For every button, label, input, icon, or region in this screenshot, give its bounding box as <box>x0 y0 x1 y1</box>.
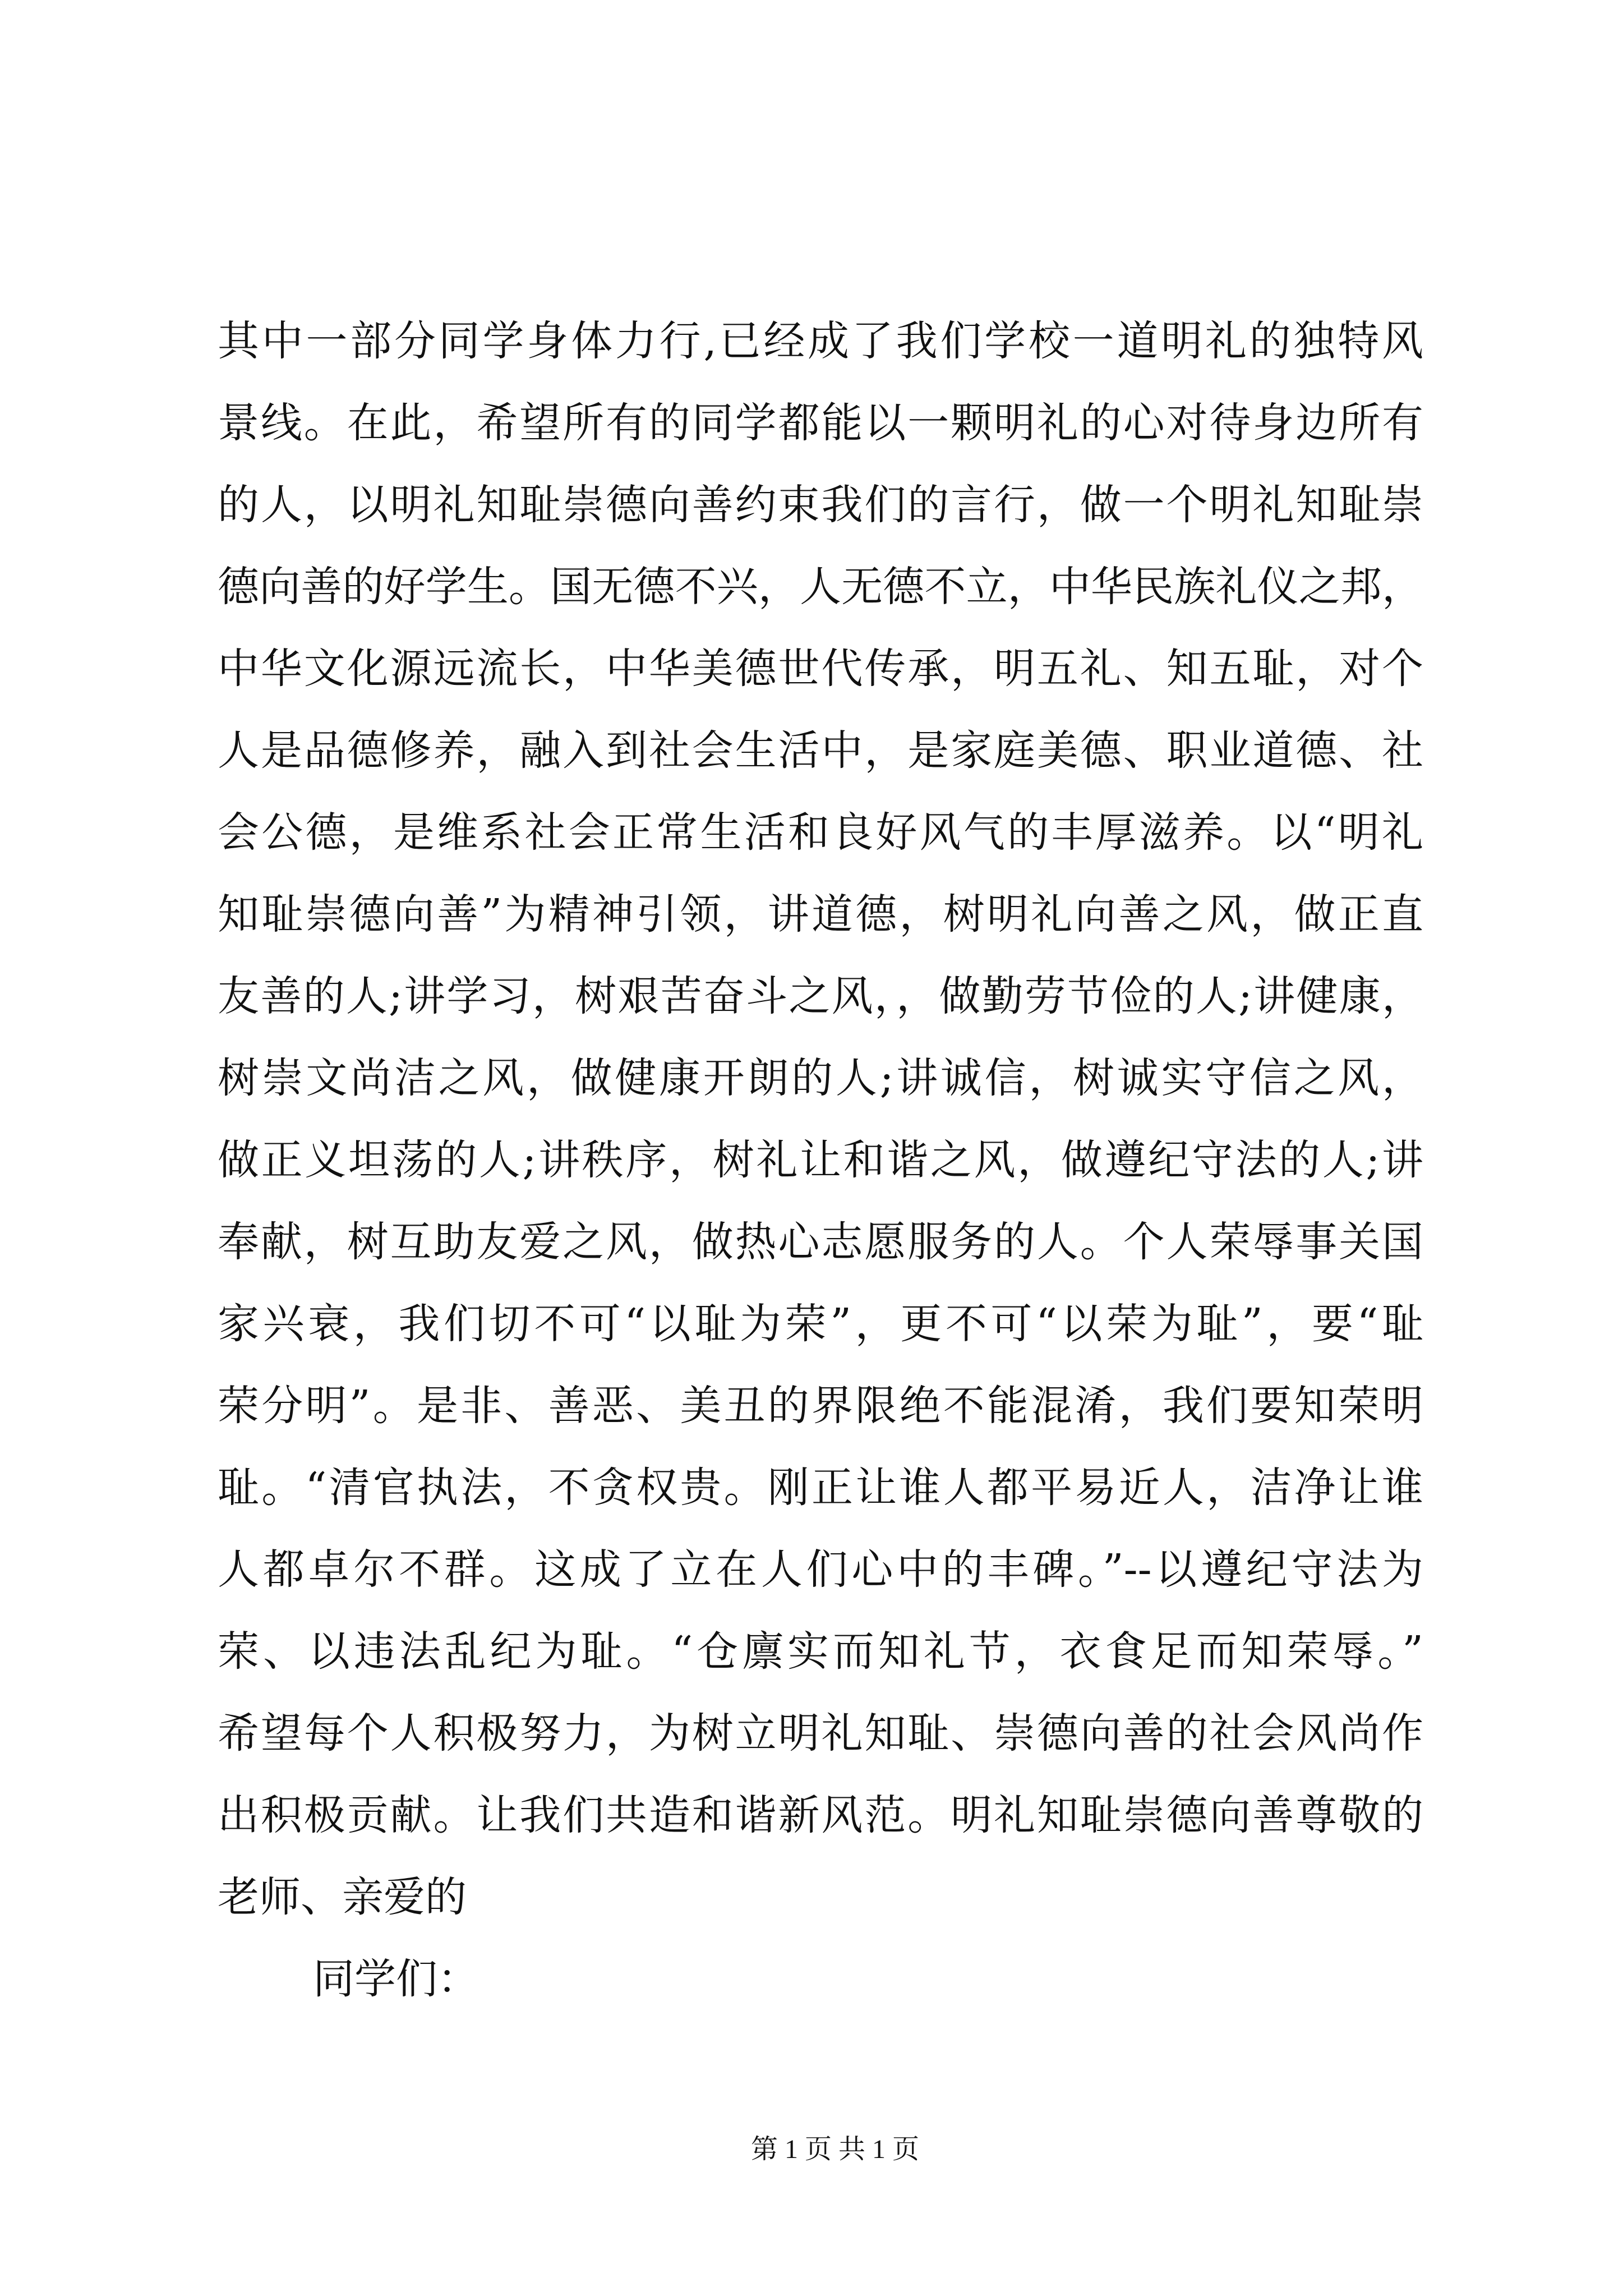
text-line: 人是品德修养，融入到社会生活中，是家庭美德、职业道德、社 <box>218 726 1423 775</box>
text-line: 希望每个人积极努力，为树立明礼知耻、崇德向善的社会风尚作 <box>218 1709 1423 1757</box>
text-line: 树崇文尚洁之风，做健康开朗的人;讲诚信，树诚实守信之风， <box>218 1054 1423 1102</box>
text-line: 荣分明”。是非、善恶、美丑的界限绝不能混淆，我们要知荣明 <box>218 1382 1423 1430</box>
text-line: 出积极贡献。让我们共造和谐新风范。明礼知耻崇德向善尊敬的 <box>218 1791 1423 1839</box>
text-line: 友善的人;讲学习，树艰苦奋斗之风，，做勤劳节俭的人;讲健康， <box>218 972 1423 1020</box>
text-line: 家兴衰，我们切不可“以耻为荣”，更不可“以荣为耻”，要“耻 <box>218 1300 1423 1348</box>
text-line: 的人，以明礼知耻崇德向善约束我们的言行，做一个明礼知耻崇 <box>218 481 1423 529</box>
text-line: 知耻崇德向善”为精神引领，讲道德，树明礼向善之风，做正直 <box>218 890 1423 938</box>
text-line: 中华文化源远流长，中华美德世代传承，明五礼、知五耻，对个 <box>218 645 1423 693</box>
text-line: 人都卓尔不群。这成了立在人们心中的丰碑。”--以遵纪守法为 <box>218 1545 1423 1594</box>
text-line: 耻。“清官执法，不贪权贵。刚正让谁人都平易近人，洁净让谁 <box>218 1464 1423 1512</box>
text-line: 老师、亲爱的 <box>218 1873 467 1921</box>
text-line: 奉献，树互助友爱之风，做热心志愿服务的人。个人荣辱事关国 <box>218 1218 1423 1266</box>
text-line: 景线。在此，希望所有的同学都能以一颗明礼的心对待身边所有 <box>218 399 1423 447</box>
text-line: 做正义坦荡的人;讲秩序，树礼让和谐之风，做遵纪守法的人;讲 <box>218 1136 1423 1184</box>
text-line: 荣、以违法乱纪为耻。“仓廪实而知礼节，衣食足而知荣辱。” <box>218 1627 1423 1676</box>
text-line: 会公德，是维系社会正常生活和良好风气的丰厚滋养。以“明礼 <box>218 808 1423 857</box>
page-footer: 第 1 页 共 1 页 <box>751 2134 920 2164</box>
body-text <box>218 300 1423 2020</box>
text-line: 其中一部分同学身体力行,已经成了我们学校一道明礼的独特风 <box>218 317 1423 365</box>
salutation: 同学们： <box>313 1955 479 2003</box>
text-line: 德向善的好学生。国无德不兴，人无德不立，中华民族礼仪之邦， <box>218 563 1423 611</box>
